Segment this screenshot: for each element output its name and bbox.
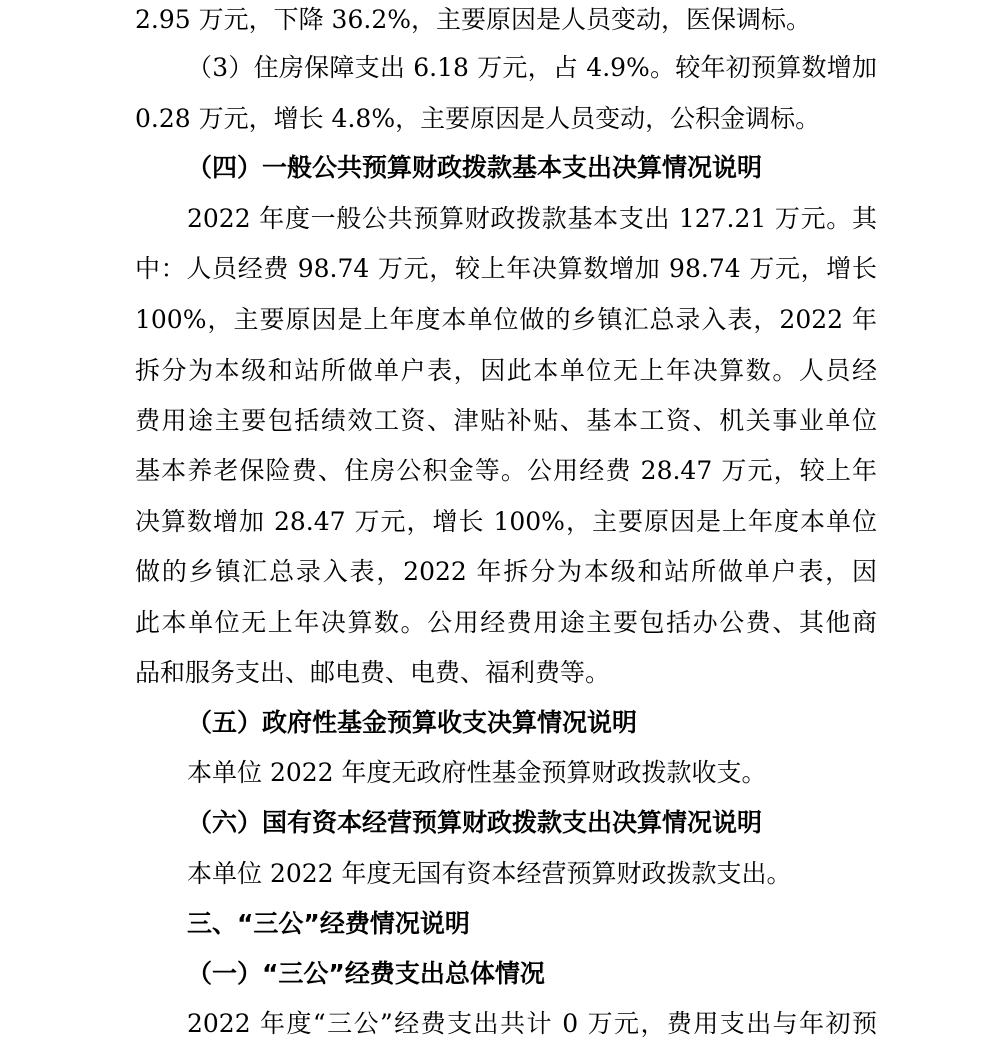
subsection-heading: （六）国有资本经营预算财政拨款支出决算情况说明 bbox=[187, 808, 763, 837]
paragraph-line: 基本养老保险费、住房公积金等。公用经费 28.47 万元，较上年 bbox=[135, 456, 877, 485]
paragraph-line: 2022 年度“三公”经费支出共计 0 万元，费用支出与年初预 bbox=[187, 1009, 877, 1038]
subsection-heading: （四）一般公共预算财政拨款基本支出决算情况说明 bbox=[187, 153, 763, 182]
paragraph-line: 做的乡镇汇总录入表，2022 年拆分为本级和站所做单户表，因 bbox=[135, 557, 877, 586]
paragraph-line: 决算数增加 28.47 万元，增长 100%，主要原因是上年度本单位 bbox=[135, 507, 877, 536]
subsection-heading: （五）政府性基金预算收支决算情况说明 bbox=[187, 708, 638, 737]
subsection-heading: （一）“三公”经费支出总体情况 bbox=[187, 959, 545, 988]
paragraph-line: 拆分为本级和站所做单户表，因此本单位无上年决算数。人员经 bbox=[135, 356, 877, 385]
paragraph-line: 费用途主要包括绩效工资、津贴补贴、基本工资、机关事业单位 bbox=[135, 406, 877, 435]
paragraph-line: 2022 年度一般公共预算财政拨款基本支出 127.21 万元。其 bbox=[187, 204, 877, 233]
paragraph-line: 本单位 2022 年度无政府性基金预算财政拨款收支。 bbox=[187, 758, 767, 787]
paragraph-line: （3）住房保障支出 6.18 万元，占 4.9%。较年初预算数增加 bbox=[187, 53, 877, 82]
paragraph-line: 0.28 万元，增长 4.8%，主要原因是人员变动，公积金调标。 bbox=[135, 104, 821, 133]
paragraph-line: 2.95 万元，下降 36.2%，主要原因是人员变动，医保调标。 bbox=[135, 5, 811, 34]
paragraph-line: 100%，主要原因是上年度本单位做的乡镇汇总录入表，2022 年 bbox=[135, 305, 877, 334]
paragraph-line: 本单位 2022 年度无国有资本经营预算财政拨款支出。 bbox=[187, 859, 792, 888]
paragraph-line: 此本单位无上年决算数。公用经费用途主要包括办公费、其他商 bbox=[135, 608, 877, 637]
paragraph-line: 中：人员经费 98.74 万元，较上年决算数增加 98.74 万元，增长 bbox=[135, 254, 877, 283]
section-heading: 三、“三公”经费情况说明 bbox=[187, 909, 470, 938]
paragraph-line: 品和服务支出、邮电费、电费、福利费等。 bbox=[135, 658, 611, 687]
